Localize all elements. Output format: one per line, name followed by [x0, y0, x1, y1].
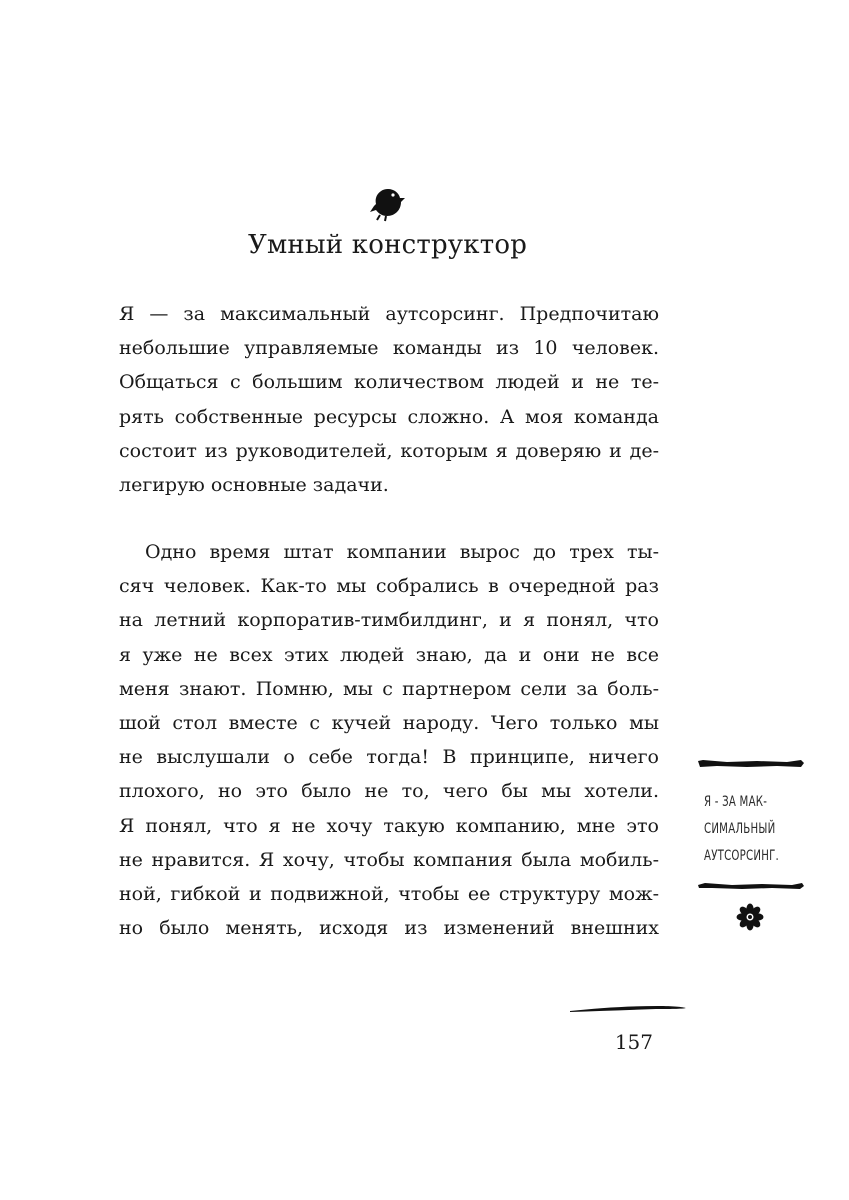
text-line: легирую основные задачи. — [119, 474, 389, 497]
paragraph-1 — [119, 297, 659, 502]
page-number-rule — [568, 1002, 688, 1016]
text-line: Общаться с большим количеством людей и не те- — [119, 371, 659, 394]
sidenote-line: АУТСОРСИНГ. — [704, 848, 780, 864]
page-title: Умный конструктор — [247, 230, 528, 260]
text-line: шой стол вместе с кучей народу. Чего только мы — [119, 712, 659, 735]
text-line: Я понял, что я не хочу такую компанию, мне это — [119, 814, 659, 837]
sidenote-line: Я - ЗА МАК- — [704, 794, 768, 810]
text-line: Одно время штат компании вырос до трех ты- — [145, 541, 659, 563]
text-line: плохого, но это было не то, чего бы мы хотели. — [119, 780, 659, 803]
text-line: я уже не всех этих людей знаю, да и они не все — [119, 643, 659, 666]
text-line: состоит из руководителей, которым я доверяю и де- — [119, 439, 659, 462]
paragraph-2 — [119, 535, 659, 945]
sidenote — [697, 757, 805, 937]
flower-icon — [736, 903, 764, 931]
text-line: меня знают. Помню, мы с партнером сели за боль- — [119, 677, 659, 700]
text-line: не выслушали о себе тогда! В принципе, ничего — [119, 746, 659, 769]
text-line: не нравится. Я хочу, чтобы компания была мобиль- — [119, 848, 659, 871]
text-line: Я — за максимальный аутсорсинг. Предпочитаю — [119, 303, 659, 325]
text-line: на летний корпоратив-тимбилдинг, и я понял, что — [119, 609, 659, 632]
sidenote-text — [704, 789, 782, 870]
text-line: ной, гибкой и подвижной, чтобы ее структуру мож- — [119, 883, 659, 906]
text-line: небольшие управляемые команды из 10 человек. — [119, 337, 659, 360]
page-number: 157 — [614, 1030, 653, 1054]
text-line: но было менять, исходя из изменений внешних — [119, 917, 659, 940]
sidenote-line: СИМАЛЬНЫЙ — [704, 821, 776, 837]
bird-icon — [366, 184, 408, 222]
text-line: сяч человек. Как-то мы собрались в очередной раз — [119, 575, 659, 598]
text-line: рять собственные ресурсы сложно. А моя команда — [119, 405, 659, 428]
brush-stroke-bottom — [697, 879, 805, 893]
brush-stroke-top — [697, 757, 805, 771]
